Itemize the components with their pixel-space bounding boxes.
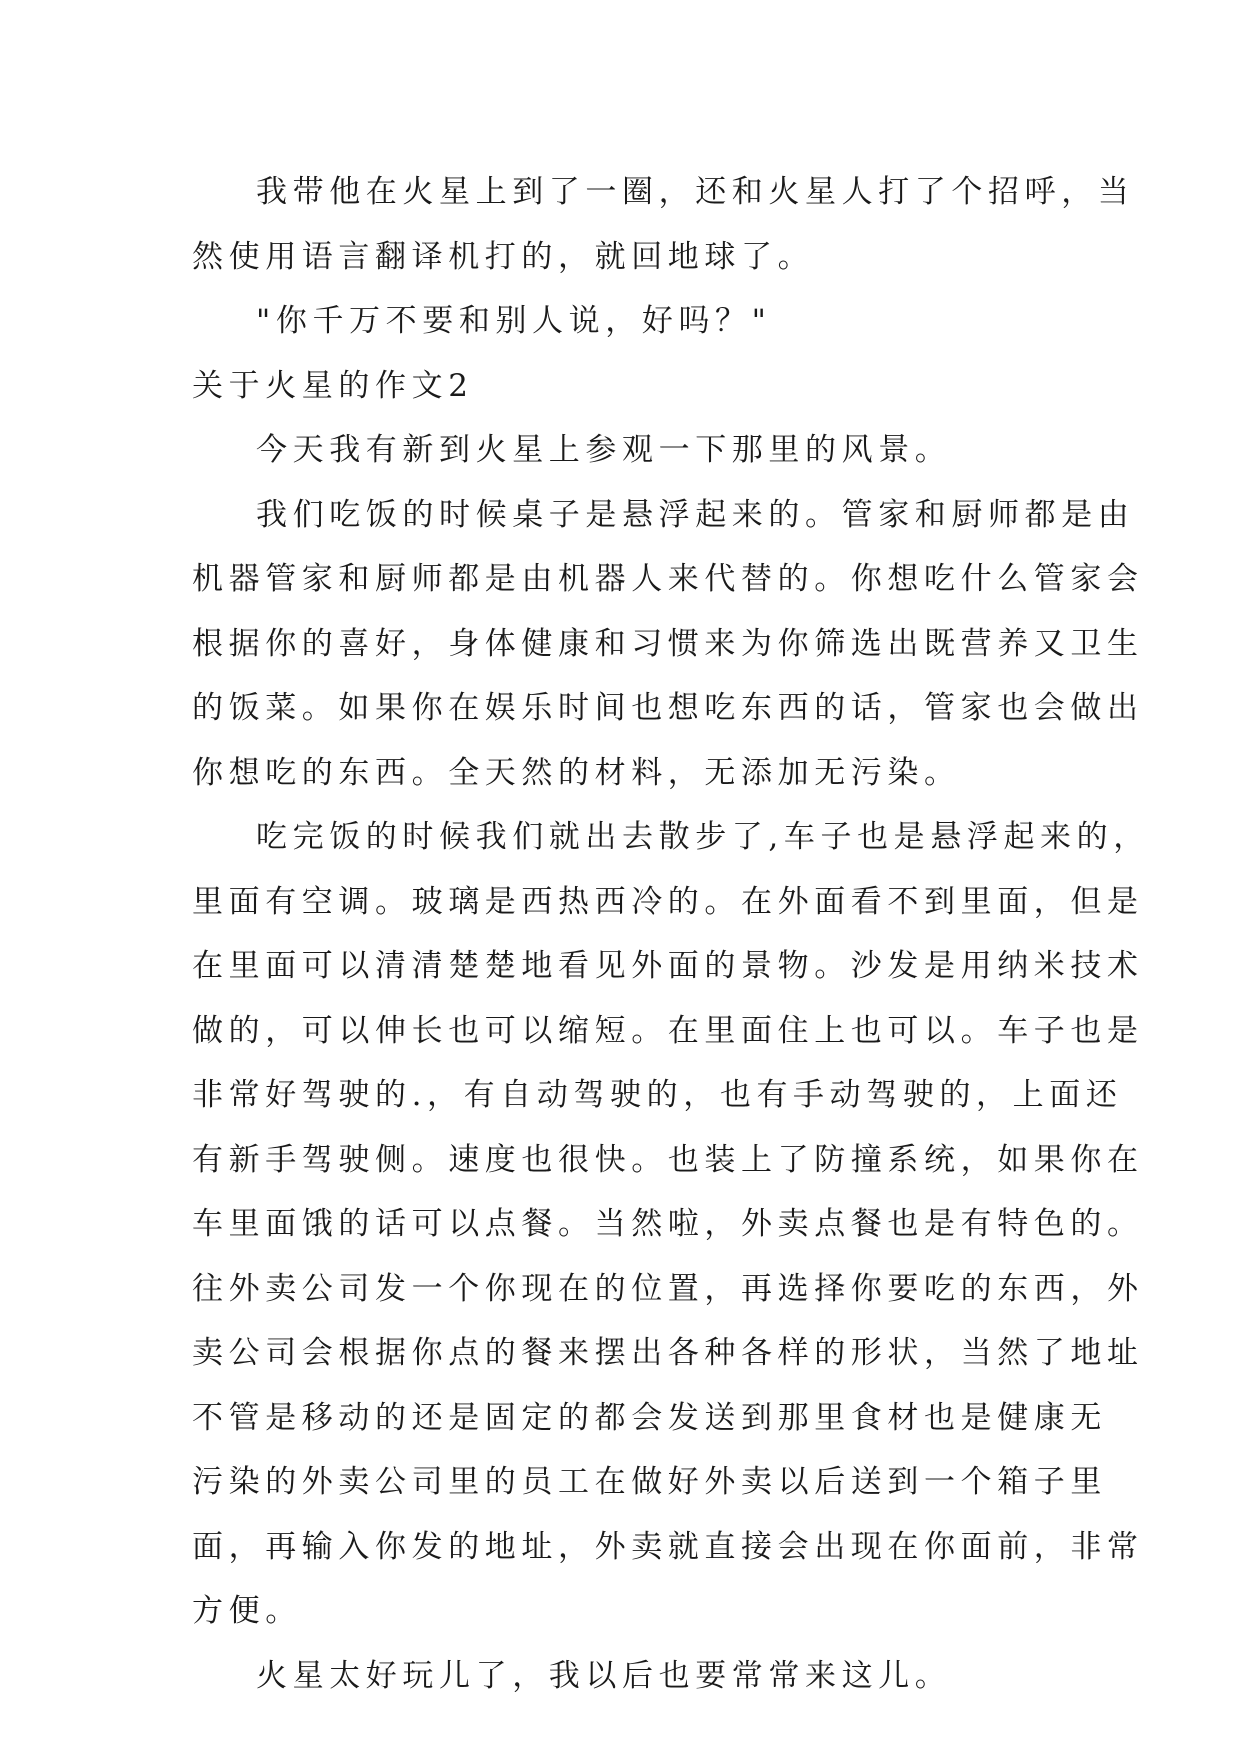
text-line: 的饭菜。如果你在娱乐时间也想吃东西的话，管家也会做出 (192, 690, 1144, 726)
paragraph (192, 418, 1062, 483)
text-line: "你千万不要和别人说，好吗？" (256, 303, 772, 339)
text-line: 吃完饭的时候我们就出去散步了,车子也是悬浮起来的， (256, 819, 1150, 855)
text-line: 污染的外卖公司里的员工在做好外卖以后送到一个箱子里 (192, 1464, 1107, 1500)
paragraph (192, 805, 1150, 1644)
paragraph (192, 160, 1135, 289)
text-line: 火星太好玩儿了，我以后也要常常来这儿。 (256, 1657, 952, 1694)
text-line: 根据你的喜好，身体健康和习惯来为你筛选出既营养又卫生 (192, 625, 1144, 662)
text-line: 你想吃的东西。全天然的材料，无添加无污染。 (192, 754, 961, 791)
text-line: 里面有空调。玻璃是西热西冷的。在外面看不到里面，但是 (192, 883, 1144, 920)
text-line: 我带他在火星上到了一圈，还和火星人打了个招呼，当 (256, 174, 1135, 210)
paragraph (192, 1644, 1062, 1709)
text-line: 在里面可以清清楚楚地看见外面的景物。沙发是用纳米技术 (192, 948, 1144, 984)
document-body (192, 160, 1150, 1708)
text-line: 卖公司会根据你点的餐来摆出各种各样的形状，当然了地址 (192, 1335, 1144, 1371)
text-line: 我们吃饭的时候桌子是悬浮起来的。管家和厨师都是由 (256, 496, 1135, 533)
text-line: 面，再输入你发的地址，外卖就直接会出现在你面前，非常 (192, 1528, 1144, 1565)
text-line: 机器管家和厨师都是由机器人来代替的。你想吃什么管家会 (192, 561, 1144, 597)
text-line: 有新手驾驶侧。速度也很快。也装上了防撞系统，如果你在 (192, 1141, 1144, 1178)
text-line: 今天我有新到火星上参观一下那里的风景。 (256, 432, 952, 468)
text-line: 做的，可以伸长也可以缩短。在里面住上也可以。车子也是 (192, 1012, 1144, 1049)
text-line: 非常好驾驶的.，有自动驾驶的，也有手动驾驶的，上面还 (192, 1077, 1123, 1113)
section-heading: 关于火星的作文2 (192, 367, 474, 404)
text-line: 方便。 (192, 1593, 302, 1629)
text-line: 不管是移动的还是固定的都会发送到那里食材也是健康无 (192, 1399, 1107, 1436)
paragraph (192, 289, 1062, 354)
text-line: 然使用语言翻译机打的，就回地球了。 (192, 238, 815, 275)
text-line: 车里面饿的话可以点餐。当然啦，外卖点餐也是有特色的。 (192, 1206, 1144, 1242)
text-line: 往外卖公司发一个你现在的位置，再选择你要吃的东西，外 (192, 1270, 1144, 1307)
paragraph (192, 483, 1144, 806)
